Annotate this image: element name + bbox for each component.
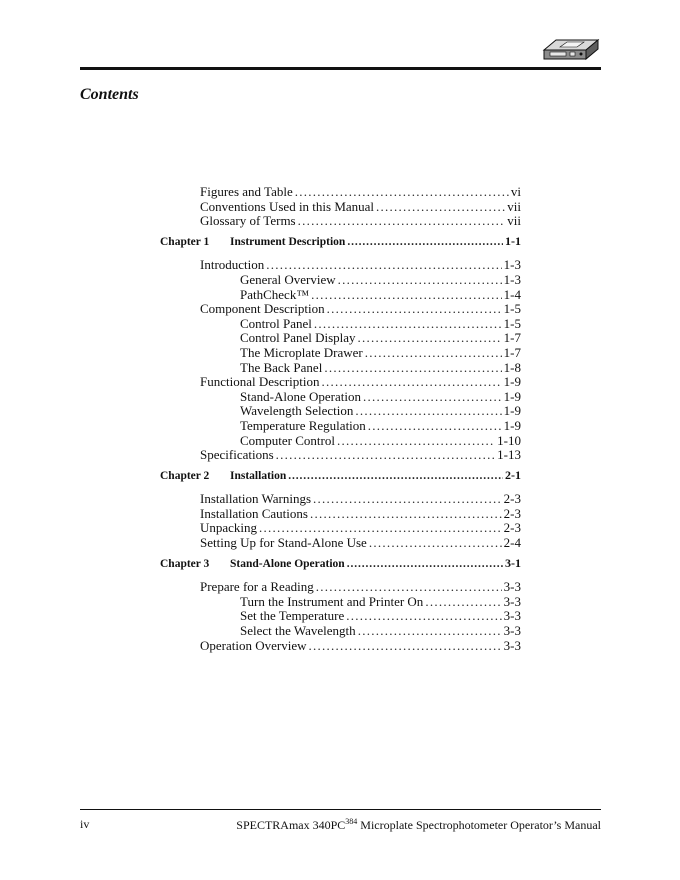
toc-page-number: vi: [510, 184, 521, 199]
toc-entry-title: Unpacking: [200, 520, 258, 536]
toc-page-number: 1-8: [503, 359, 521, 375]
toc-entry-title: Prepare for a Reading: [200, 579, 314, 595]
toc-leader-dots: [337, 434, 495, 449]
toc-leader-dots: [266, 258, 501, 273]
toc-subentry[interactable]: [160, 404, 521, 419]
toc-entry-title: Wavelength Selection: [240, 403, 354, 419]
toc-page-number: 1-9: [503, 374, 521, 390]
toc-page-number: 1-3: [503, 257, 521, 273]
toc-leader-dots: [358, 331, 502, 346]
toc-subentry[interactable]: [160, 346, 521, 361]
toc-leader-dots: [346, 609, 501, 624]
toc-entry-title: The Microplate Drawer: [240, 344, 363, 360]
page-title: Contents: [80, 86, 139, 103]
toc-leader-dots: [347, 235, 503, 250]
toc-leader-dots: [313, 492, 502, 507]
toc-entry[interactable]: [160, 375, 521, 390]
spectrophotometer-logo-icon: [540, 32, 602, 62]
toc-leader-dots: [311, 288, 502, 303]
toc-chapter-heading[interactable]: [160, 468, 521, 484]
toc-page-number: 2-1: [505, 467, 521, 482]
toc-chapter-label: Chapter 3: [160, 557, 210, 570]
toc-page-number: 1-9: [503, 417, 521, 433]
toc-leader-dots: [314, 317, 502, 332]
toc-leader-dots: [376, 200, 505, 215]
toc-leader-dots: [368, 419, 502, 434]
footer-manual-title: [236, 817, 601, 833]
toc-subentry[interactable]: [160, 390, 521, 405]
toc-entry-title: Component Description: [200, 301, 325, 317]
toc-leader-dots: [425, 595, 501, 610]
toc-subentry[interactable]: [160, 419, 521, 434]
toc-entry-title: Control Panel: [240, 315, 312, 331]
toc-page-number: 2-4: [503, 535, 521, 551]
toc-entry-title: The Back Panel: [240, 359, 323, 375]
toc-leader-dots: [327, 302, 502, 317]
toc-page-number: 1-5: [503, 315, 521, 331]
toc-subentry[interactable]: [160, 434, 521, 449]
toc-leader-dots: [310, 507, 502, 522]
toc-leader-dots: [288, 469, 503, 484]
toc-entry-title: Control Panel Display: [240, 330, 356, 346]
toc-entry-title: Installation Warnings: [200, 491, 312, 507]
toc-subentry[interactable]: [160, 361, 521, 376]
toc-leader-dots: [338, 273, 502, 288]
toc-leader-dots: [363, 390, 502, 405]
toc-chapter-heading[interactable]: [160, 556, 521, 572]
toc-entry-title: Temperature Regulation: [240, 417, 366, 433]
toc-page-number: 3-3: [503, 579, 521, 595]
toc-page-number: 1-13: [497, 447, 521, 463]
toc-leader-dots: [259, 521, 502, 536]
toc-entry[interactable]: [160, 214, 521, 229]
toc-entry[interactable]: [160, 580, 521, 595]
toc-chapter-title: Instrument Description: [230, 235, 346, 248]
toc-page-number: 1-7: [503, 330, 521, 346]
toc-entry-title: General Overview: [240, 271, 336, 287]
toc-page-number: 1-3: [503, 271, 521, 287]
toc-leader-dots: [365, 346, 502, 361]
toc-page-number: 3-3: [503, 593, 521, 609]
toc-page-number: 1-10: [497, 432, 521, 448]
toc-leader-dots: [322, 375, 502, 390]
toc-entry[interactable]: [160, 448, 521, 463]
manual-title-suffix: Microplate Spectrophotometer Operator’s Manual: [357, 818, 601, 832]
toc-entry-title: Setting Up for Stand-Alone Use: [200, 535, 367, 551]
toc-leader-dots: [355, 404, 501, 419]
toc-subentry[interactable]: [160, 288, 521, 303]
toc-page-number: 1-1: [505, 233, 521, 248]
header-rule: [80, 67, 601, 70]
toc-entry[interactable]: [160, 507, 521, 522]
table-of-contents: [160, 185, 521, 653]
toc-leader-dots: [369, 536, 502, 551]
toc-entry[interactable]: [160, 200, 521, 215]
toc-chapter-title: Installation: [230, 469, 287, 482]
toc-entry-title: Installation Cautions: [200, 505, 308, 521]
toc-leader-dots: [295, 185, 509, 200]
toc-chapter-label: Chapter 1: [160, 235, 210, 248]
toc-leader-dots: [316, 580, 502, 595]
toc-entry[interactable]: [160, 536, 521, 551]
toc-entry-title: PathCheck™: [240, 286, 310, 302]
toc-entry-title: Introduction: [200, 257, 265, 273]
toc-page-number: vii: [507, 213, 521, 229]
toc-page-number: 3-3: [503, 623, 521, 639]
toc-entry-title: Operation Overview: [200, 637, 307, 653]
toc-page-number: 2-3: [503, 491, 521, 507]
toc-entry-title: Select the Wavelength: [240, 623, 356, 639]
toc-subentry[interactable]: [160, 331, 521, 346]
toc-leader-dots: [358, 624, 502, 639]
toc-entry-title: Conventions Used in this Manual: [200, 198, 375, 214]
toc-page-number: 3-3: [503, 608, 521, 624]
toc-leader-dots: [324, 361, 501, 376]
toc-entry[interactable]: [160, 521, 521, 536]
toc-leader-dots: [298, 214, 506, 229]
toc-page-number: 1-4: [503, 286, 521, 302]
manual-title-prefix: SPECTRAmax 340PC: [236, 818, 346, 832]
toc-leader-dots: [347, 557, 503, 572]
toc-subentry[interactable]: [160, 609, 521, 624]
toc-entry[interactable]: [160, 302, 521, 317]
toc-page-number: 3-3: [503, 637, 521, 653]
footer-rule: [80, 809, 601, 810]
toc-entry[interactable]: [160, 258, 521, 273]
toc-page-number: vii: [507, 198, 521, 214]
toc-chapter-label: Chapter 2: [160, 469, 210, 482]
toc-entry-title: Functional Description: [200, 374, 320, 390]
toc-page-number: 1-5: [503, 301, 521, 317]
toc-entry-title: Stand-Alone Operation: [240, 388, 361, 404]
toc-subentry[interactable]: [160, 595, 521, 610]
toc-page-number: 1-9: [503, 403, 521, 419]
toc-subentry[interactable]: [160, 317, 521, 332]
toc-page-number: 1-9: [503, 388, 521, 404]
toc-subentry[interactable]: [160, 624, 521, 639]
toc-entry-title: Computer Control: [240, 432, 335, 448]
toc-page-number: 3-1: [505, 555, 521, 570]
toc-entry-title: Set the Temperature: [240, 608, 345, 624]
toc-page-number: 2-3: [503, 505, 521, 521]
toc-entry-title: Glossary of Terms: [200, 213, 296, 229]
toc-leader-dots: [276, 448, 496, 463]
manual-title-superscript: 384: [345, 817, 358, 826]
toc-page-number: 1-7: [503, 344, 521, 360]
footer-page-number: iv: [80, 817, 90, 831]
toc-entry-title: Specifications: [200, 447, 274, 463]
toc-subentry[interactable]: [160, 273, 521, 288]
toc-entry-title: Figures and Table: [200, 184, 293, 199]
toc-entry[interactable]: [160, 492, 521, 507]
toc-entry[interactable]: [160, 639, 521, 654]
toc-entry-title: Turn the Instrument and Printer On: [240, 593, 424, 609]
toc-entry[interactable]: [160, 185, 521, 200]
toc-page-number: 2-3: [503, 520, 521, 536]
toc-chapter-title: Stand-Alone Operation: [230, 557, 345, 570]
toc-leader-dots: [309, 639, 502, 654]
toc-chapter-heading[interactable]: [160, 234, 521, 250]
